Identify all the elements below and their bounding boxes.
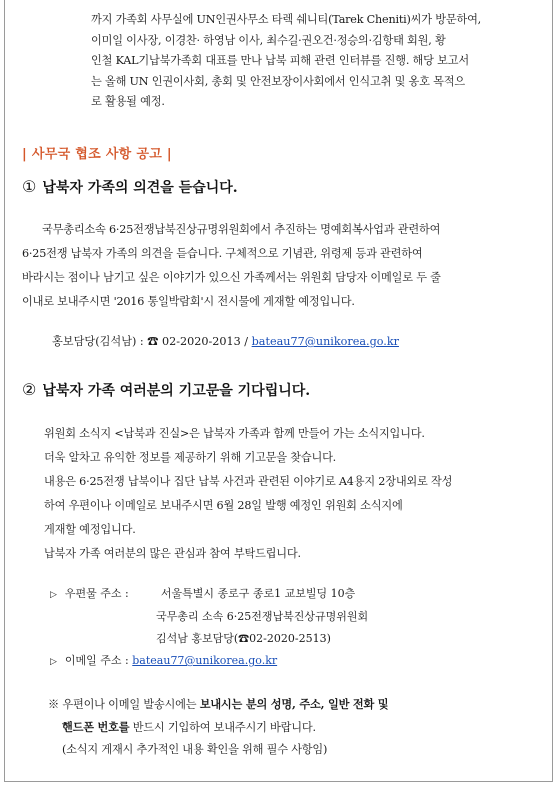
- item2-body-line: 하여 우편이나 이메일로 보내주시면 6월 28일 발행 예정인 위원회 소식지에: [44, 499, 403, 512]
- mail-address-block: [50, 583, 368, 673]
- mail-row: [50, 628, 368, 650]
- email-link[interactable]: bateau77@unikorea.go.kr: [132, 654, 278, 667]
- intro-line: 인철 KAL기납북가족회 대표를 만나 납북 피해 관련 인터뷰를 진행. 해당 보고서: [91, 54, 469, 67]
- email-row: [50, 650, 368, 673]
- item1-contact: [52, 333, 399, 349]
- note-line: [48, 693, 538, 716]
- email-label: 이메일 주소 :: [64, 654, 129, 667]
- note-line1-pre: 우편이나 이메일 발송시에는: [62, 698, 200, 711]
- item2-body-line: 내용은 6·25전쟁 납북이나 집단 납북 사건과 관련된 이야기로 A4용지 2장내외로 작성: [44, 475, 453, 488]
- section-title: | 사무국 협조 사항 공고 |: [22, 147, 172, 162]
- item1-number: ①: [22, 177, 37, 196]
- triangle-bullet-icon: ▷: [50, 657, 57, 667]
- contact-email-link[interactable]: bateau77@unikorea.go.kr: [251, 335, 399, 348]
- item1-body-line: 바라시는 점이나 남기고 싶은 이야기가 있으신 가족께서는 위원회 담당자 이메일로 두 줄: [22, 271, 441, 284]
- mail-label: 우편물 주소 :: [64, 587, 129, 600]
- mail-line: 서울특별시 종로구 종로1 교보빌딩 10층: [160, 587, 356, 600]
- item2-body-line: 게재할 예정입니다.: [44, 523, 136, 536]
- item1-title: 납북자 가족의 의견을 듣습니다.: [42, 180, 238, 196]
- item2-body-line: 위원회 소식지 <납북과 진실>은 납북자 가족과 함께 만들어 가는 소식지입니다.: [44, 427, 425, 440]
- note-line: (소식지 게재시 추가적인 내용 확인을 위해 필수 사항임): [62, 743, 328, 756]
- intro-paragraph: [91, 10, 546, 113]
- intro-line: 는 올해 UN 인권이사회, 총회 및 안전보장이사회에서 인식고취 및 옹호 목적으: [91, 74, 465, 88]
- mail-line: 국무총리 소속 6·25전쟁납북진상규명위원회: [156, 610, 369, 623]
- mail-line: 김석남 홍보담당(☎02-2020-2513): [156, 632, 331, 645]
- note-line2-post: 반드시 기입하여 보내주시기 바랍니다.: [129, 721, 316, 734]
- intro-line: 로 활용될 예정.: [91, 95, 165, 108]
- mail-row: [50, 583, 368, 606]
- note-line1-bold: 보내시는 분의 성명, 주소, 일반 전화 및: [199, 697, 389, 711]
- item2-title: 납북자 가족 여러분의 기고문을 기다립니다.: [42, 383, 311, 399]
- note-line2-bold: 핸드폰 번호를: [62, 720, 130, 734]
- intro-line: 이미일 이사장, 이경찬· 하영남 이사, 최수길·권오건·정승의·김항태 회원, 황: [91, 33, 446, 47]
- mail-row: [50, 606, 368, 628]
- item1-body-line: 국무총리소속 6·25전쟁납북진상규명위원회에서 추진하는 명예회복사업과 관련하여: [42, 223, 441, 236]
- item2-heading: [22, 380, 310, 400]
- item2-body: [44, 422, 542, 566]
- triangle-bullet-icon: ▷: [50, 590, 57, 600]
- item1-body: [22, 218, 542, 314]
- item2-number: ②: [22, 380, 37, 399]
- note-line: [48, 716, 538, 739]
- item2-body-line: 더욱 알차고 유익한 정보를 제공하기 위해 기고문을 찾습니다.: [44, 451, 337, 464]
- item2-body-line: 납북자 가족 여러분의 많은 관심과 참여 부탁드립니다.: [44, 547, 301, 560]
- item1-body-line: 6·25전쟁 납북자 가족의 의견을 듣습니다. 구체적으로 기념관, 위령제 등과 관련하여: [22, 247, 423, 260]
- contact-label: 홍보담당(김석남) : ☎ 02-2020-2013 /: [52, 335, 249, 348]
- note-mark: ※: [48, 698, 59, 711]
- item1-body-line: 이내로 보내주시면 '2016 통일박람회'시 전시물에 게재할 예정입니다.: [22, 295, 355, 308]
- submission-note: [48, 693, 538, 761]
- intro-line: 까지 가족회 사무실에 UN인권사무소 타렉 쉐니티(Tarek Cheniti)씨가 방문하여,: [91, 13, 482, 26]
- item1-heading: [22, 177, 238, 197]
